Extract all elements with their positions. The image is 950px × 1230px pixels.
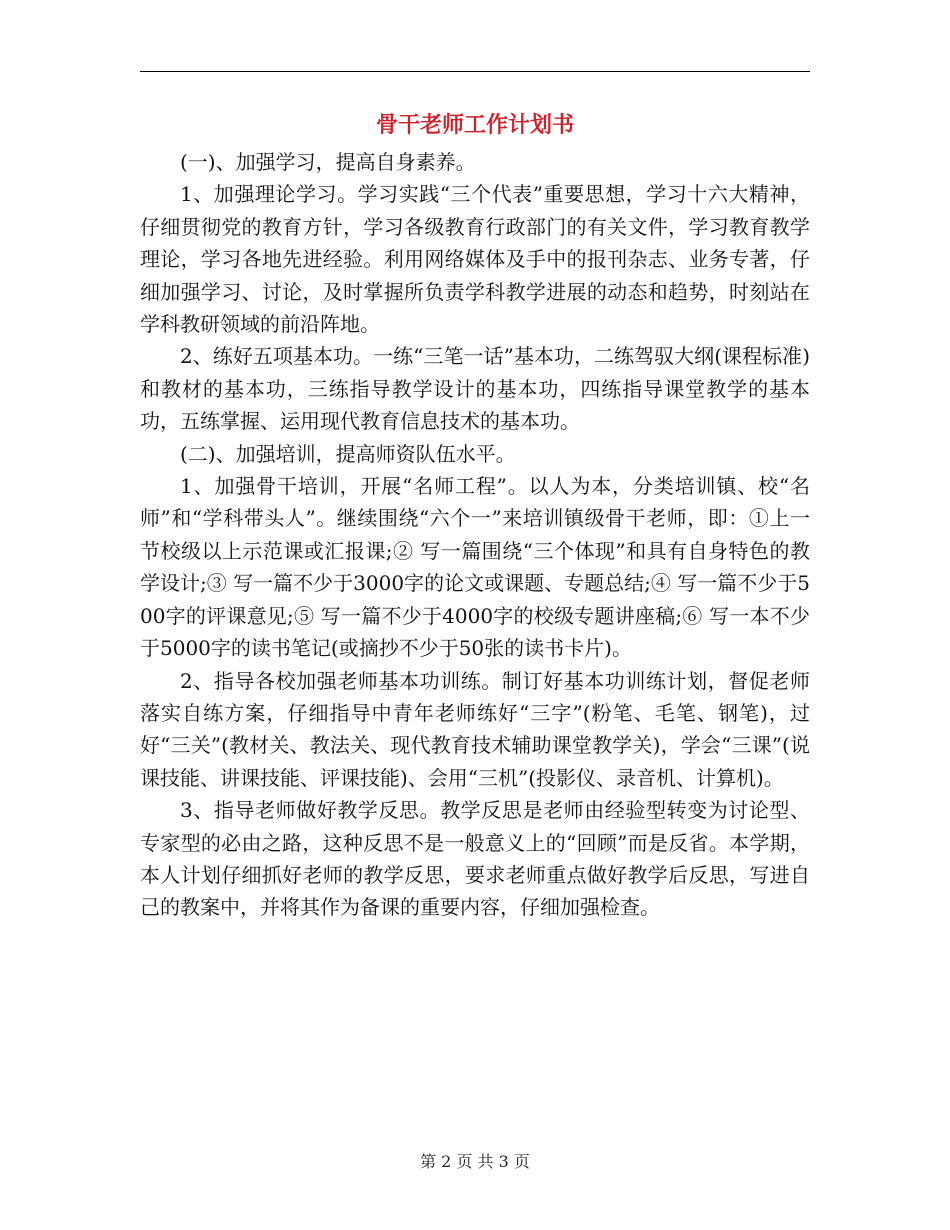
header-rule xyxy=(140,71,810,72)
document-title: 骨干老师工作计划书 xyxy=(375,113,574,138)
section-heading-1: (一)、加强学习，提高自身素养。 xyxy=(180,150,476,174)
paragraph-backbone-training: 1、加强骨干培训，开展“名师工程”。以人为本，分类培训镇、校“名师”和“学科带头人”。继续围绕“六个一”来培训镇级骨干老师，即：①上一节校级以上示范课或汇报课;② 写一篇围绕“三个体现”和具有自身特色的教学设计;③ 写一篇不少于3000字的论文或课题、专题总结;④ 写一篇不少于500字的评课意见;⑤ 写一篇不少于4000字的校级专题讲座稿;⑥ 写一本不少于5000字的读书笔记(或摘抄不少于50张的读书卡片)。 xyxy=(140,474,810,661)
paragraph-basic-skills: 2、练好五项基本功。一练“三笔一话”基本功，二练驾驭大纲(课程标准)和教材的基本功，三练指导教学设计的基本功，四练指导课堂教学的基本功，五练掌握、运用现代教育信息技术的基本功。 xyxy=(140,344,810,434)
document-body xyxy=(140,146,810,924)
paragraph-theory-study: 1、加强理论学习。学习实践“三个代表”重要思想，学习十六大精神，仔细贯彻党的教育方针，学习各级教育行政部门的有关文件，学习教育教学理论，学习各地先进经验。利用网络媒体及手中的报刊杂志、业务专著，仔细加强学习、讨论，及时掌握所负责学科教学进展的动态和趋势，时刻站在学科教研领域的前沿阵地。 xyxy=(140,182,810,337)
paragraph-skill-training: 2、指导各校加强老师基本功训练。制订好基本功训练计划，督促老师落实自练方案，仔细指导中青年老师练好“三字”(粉笔、毛笔、钢笔)，过好“三关”(教材关、教法关、现代教育技术辅助课堂教学关)，学会“三课”(说课技能、讲课技能、评课技能)、会用“三机”(投影仪、录音机、计算机)。 xyxy=(140,668,810,790)
paragraph-teaching-reflection: 3、指导老师做好教学反思。教学反思是老师由经验型转变为讨论型、专家型的必由之路，这种反思不是一般意义上的“回顾”而是反省。本学期，本人计划仔细抓好老师的教学反思，要求老师重点做好教学后反思，写进自己的教案中，并将其作为备课的重要内容，仔细加强检查。 xyxy=(140,798,810,920)
section-heading-2: (二)、加强培训，提高师资队伍水平。 xyxy=(180,441,516,466)
page-number-footer: 第 2 页 共 3 页 xyxy=(420,1152,530,1171)
